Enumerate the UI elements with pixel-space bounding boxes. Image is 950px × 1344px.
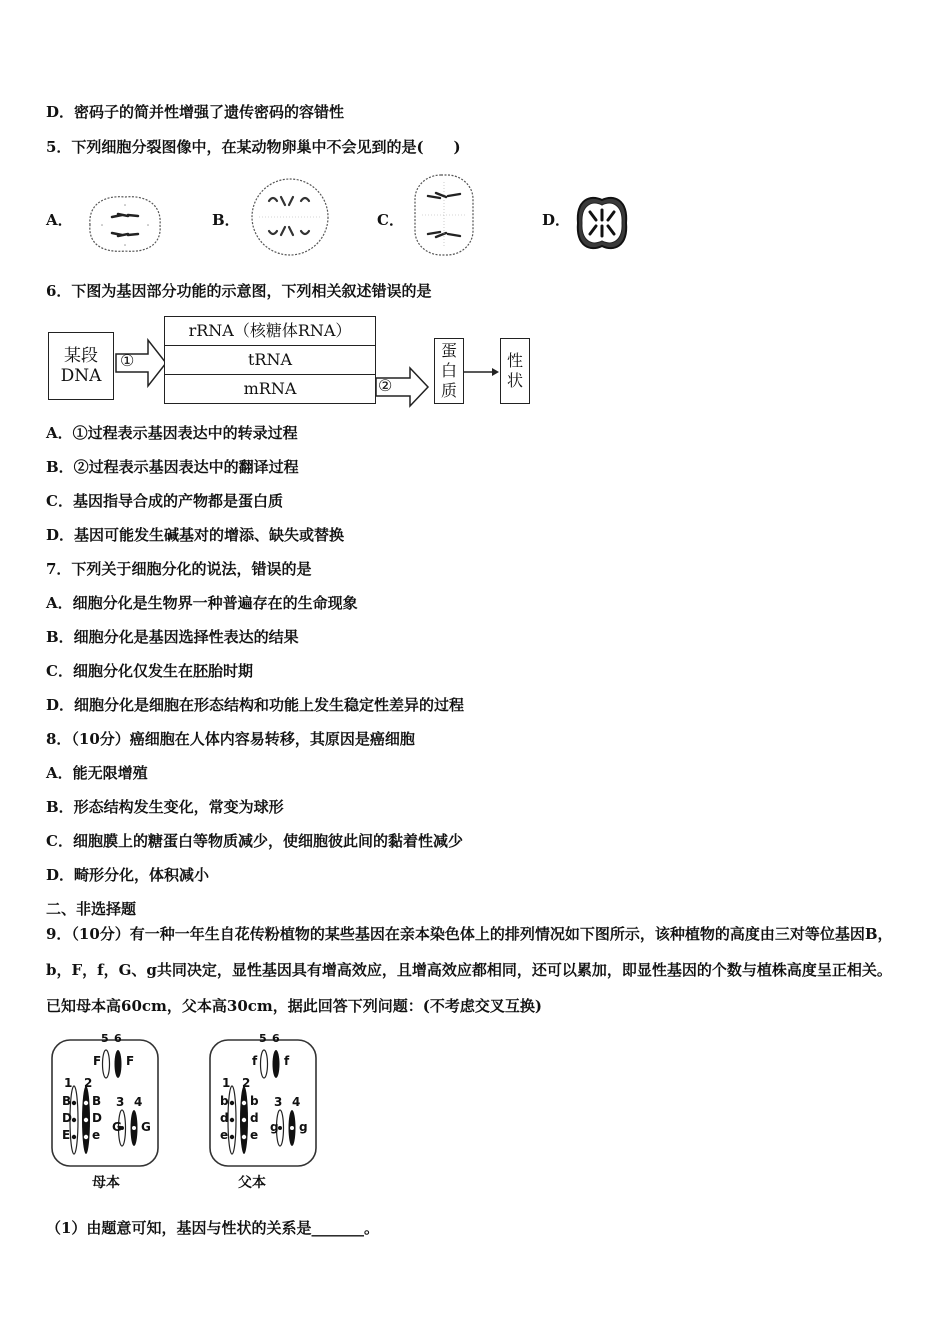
father-gene-5: f bbox=[252, 1054, 258, 1068]
father-num-3: 3 bbox=[274, 1095, 283, 1109]
mother-num-2: 2 bbox=[84, 1076, 93, 1090]
q5-label-a: A． bbox=[46, 211, 73, 229]
mother-gene-right-e: e bbox=[92, 1128, 101, 1142]
q7-option-c: C．细胞分化仅发生在胚胎时期 bbox=[46, 662, 253, 680]
father-gene-right-b: b bbox=[250, 1094, 259, 1108]
father-caption: 父本 bbox=[238, 1175, 266, 1191]
father-gene-right-e: e bbox=[250, 1128, 259, 1142]
q8-stem: 8．（10分）癌细胞在人体内容易转移，其原因是癌细胞 bbox=[46, 730, 415, 748]
mother-gene-left-b: B bbox=[62, 1094, 72, 1108]
mother-gene-3: G bbox=[112, 1120, 122, 1134]
section-2-heading: 二、非选择题 bbox=[46, 900, 137, 918]
q4-option-d: D．密码子的简并性增强了遗传密码的容错性 bbox=[46, 103, 345, 121]
trait-box: 性状 bbox=[500, 338, 530, 404]
q6-stem: 6．下图为基因部分功能的示意图，下列相关叙述错误的是 bbox=[46, 282, 432, 300]
q5-cell-d-figure bbox=[572, 190, 632, 256]
father-num-5: 5 bbox=[259, 1032, 267, 1045]
mother-gene-4: G bbox=[141, 1120, 151, 1134]
q6-option-c: C．基因指导合成的产物都是蛋白质 bbox=[46, 492, 283, 510]
q5-label-d: D． bbox=[542, 211, 571, 229]
q6-option-d: D．基因可能发生碱基对的增添、缺失或替换 bbox=[46, 526, 345, 544]
dna-box: 某段DNA bbox=[48, 332, 114, 400]
rrna-box: rRNA（核糖体RNA） bbox=[164, 316, 376, 346]
mother-gene-6: F bbox=[126, 1054, 135, 1068]
q7-option-d: D．细胞分化是细胞在形态结构和功能上发生稳定性差异的过程 bbox=[46, 696, 465, 714]
father-gene-right-d: d bbox=[250, 1111, 259, 1125]
arrow-3-icon bbox=[464, 366, 500, 378]
trna-box: tRNA bbox=[164, 345, 376, 375]
q5-cell-c-figure bbox=[412, 172, 476, 258]
mother-num-3: 3 bbox=[116, 1095, 125, 1109]
mrna-box: mRNA bbox=[164, 374, 376, 404]
father-gene-left-d: d bbox=[220, 1111, 229, 1125]
q6-option-a: A．①过程表示基因表达中的转录过程 bbox=[46, 424, 298, 442]
mother-num-1: 1 bbox=[64, 1076, 73, 1090]
step-2-label: ② bbox=[378, 376, 393, 395]
father-chromosome-figure bbox=[208, 1032, 320, 1194]
father-num-2: 2 bbox=[242, 1076, 251, 1090]
father-gene-3: g bbox=[270, 1120, 279, 1134]
q8-option-a: A．能无限增殖 bbox=[46, 764, 148, 782]
q6-option-b: B．②过程表示基因表达中的翻译过程 bbox=[46, 458, 299, 476]
q9-stem: 9．（10分）有一种一年生自花传粉植物的某些基因在亲本染色体上的排列情况如下图所示，该种植物的高度由三对等位基因B，b，F，f，G、g共同决定，显性基因具有增高效应，且增高效应都相同，还可以累加，即显性基因的个数与植株高度呈正相关。已知母本高60cm，父本高30cm，据此回答下列问题：(不考虑交叉互换) bbox=[46, 925, 893, 1015]
mother-gene-left-e: E bbox=[62, 1128, 71, 1142]
gene-function-diagram bbox=[46, 314, 530, 408]
father-num-4: 4 bbox=[292, 1095, 301, 1109]
father-num-1: 1 bbox=[222, 1076, 231, 1090]
mother-chromosome-figure bbox=[50, 1032, 162, 1194]
q8-option-c: C．细胞膜上的糖蛋白等物质减少，使细胞彼此间的黏着性减少 bbox=[46, 832, 463, 850]
protein-box: 蛋白质 bbox=[434, 338, 464, 404]
mother-gene-right-b: B bbox=[92, 1094, 102, 1108]
father-gene-6: f bbox=[284, 1054, 290, 1068]
father-gene-left-b: b bbox=[220, 1094, 229, 1108]
mother-caption: 母本 bbox=[92, 1175, 120, 1191]
father-num-6: 6 bbox=[272, 1032, 280, 1045]
mother-gene-5: F bbox=[93, 1054, 102, 1068]
q5-stem: 5．下列细胞分裂图像中，在某动物卵巢中不会见到的是( ) bbox=[46, 138, 461, 156]
father-gene-4: g bbox=[299, 1120, 308, 1134]
q9-subquestion-1: （1）由题意可知，基因与性状的关系是_______。 bbox=[46, 1219, 379, 1237]
q5-label-b: B． bbox=[212, 211, 240, 229]
q5-cell-b-figure bbox=[249, 175, 331, 259]
q5-cell-a-figure bbox=[84, 189, 166, 257]
mother-num-4: 4 bbox=[134, 1095, 143, 1109]
mother-num-5: 5 bbox=[101, 1032, 109, 1045]
mother-num-6: 6 bbox=[114, 1032, 122, 1045]
q7-option-a: A．细胞分化是生物界一种普遍存在的生命现象 bbox=[46, 594, 358, 612]
mother-gene-left-d: D bbox=[62, 1111, 72, 1125]
father-gene-left-e: e bbox=[220, 1128, 229, 1142]
step-1-label: ① bbox=[120, 351, 135, 370]
q8-option-b: B．形态结构发生变化，常变为球形 bbox=[46, 798, 284, 816]
q8-option-d: D．畸形分化，体积减小 bbox=[46, 866, 210, 884]
mother-gene-right-d: D bbox=[92, 1111, 102, 1125]
q7-stem: 7．下列关于细胞分化的说法，错误的是 bbox=[46, 560, 312, 578]
q7-option-b: B．细胞分化是基因选择性表达的结果 bbox=[46, 628, 299, 646]
q5-label-c: C． bbox=[377, 211, 404, 229]
